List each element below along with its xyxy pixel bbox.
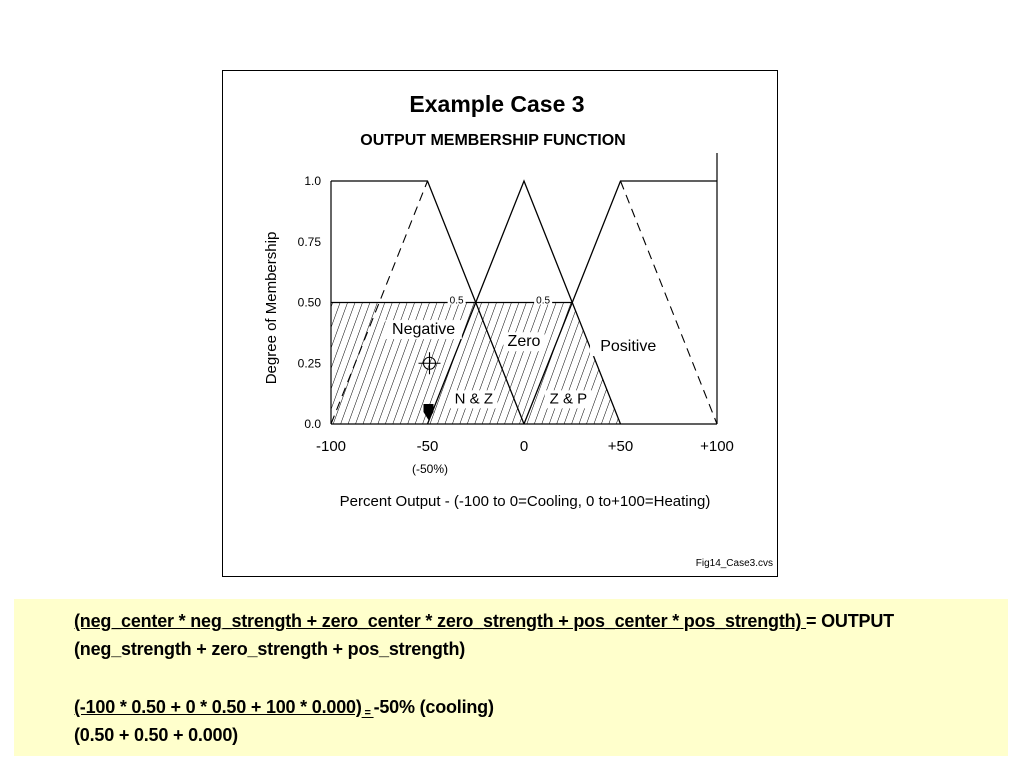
formula-line-1 xyxy=(74,611,894,632)
y-tick-label: 0.50 xyxy=(297,295,321,310)
example-denominator: (0.50 + 0.50 + 0.000) xyxy=(74,725,238,745)
chart-figure xyxy=(222,70,778,577)
equals-sign: = xyxy=(361,707,374,719)
clip-value-label: 0.5 xyxy=(536,295,551,307)
x-tick-label: -100 xyxy=(315,438,347,455)
x-tick-label: 0 xyxy=(519,438,529,455)
chart-subtitle: OUTPUT MEMBERSHIP FUNCTION xyxy=(360,132,626,149)
chart-title: Example Case 3 xyxy=(409,91,585,117)
region-label: Negative xyxy=(392,321,456,339)
x-tick-label: +50 xyxy=(607,438,634,455)
y-tick-label: 0.25 xyxy=(297,356,321,371)
y-tick-label: 0.75 xyxy=(297,234,321,249)
chart-svg xyxy=(223,71,779,578)
region-label: Zero xyxy=(507,333,541,351)
x-sub-label: (-50%) xyxy=(411,462,449,476)
region-label: N & Z xyxy=(454,390,493,408)
formula-output-label: = OUTPUT xyxy=(806,611,894,631)
clip-value-label: 0.5 xyxy=(449,295,464,307)
region-label: Positive xyxy=(600,338,657,356)
x-tick-label: +100 xyxy=(700,438,734,455)
formula-numerator: (neg_center * neg_strength + zero_center * zero_strength + pos_center * pos_strength) xyxy=(74,611,807,631)
region-label: Z & P xyxy=(549,390,588,408)
formula-denominator: (neg_strength + zero_strength + pos_strength) xyxy=(74,639,466,659)
x-axis-label: Percent Output - (-100 to 0=Cooling, 0 to+100=Heating) xyxy=(339,493,711,510)
y-axis-label: Degree of Membership xyxy=(263,231,280,385)
formula-line-3 xyxy=(74,697,494,718)
y-tick-label: 0.0 xyxy=(304,417,321,431)
example-result: -50% (cooling) xyxy=(373,697,494,717)
formula-panel xyxy=(14,599,1008,756)
dashed-line-1 xyxy=(621,181,718,424)
example-numerator: (-100 * 0.50 + 0 * 0.50 + 100 * 0.000) xyxy=(74,697,362,717)
y-tick-label: 1.0 xyxy=(304,174,321,188)
footer-note: Fig14_Case3.cvs xyxy=(695,558,773,569)
x-tick-label: -50 xyxy=(416,438,439,455)
